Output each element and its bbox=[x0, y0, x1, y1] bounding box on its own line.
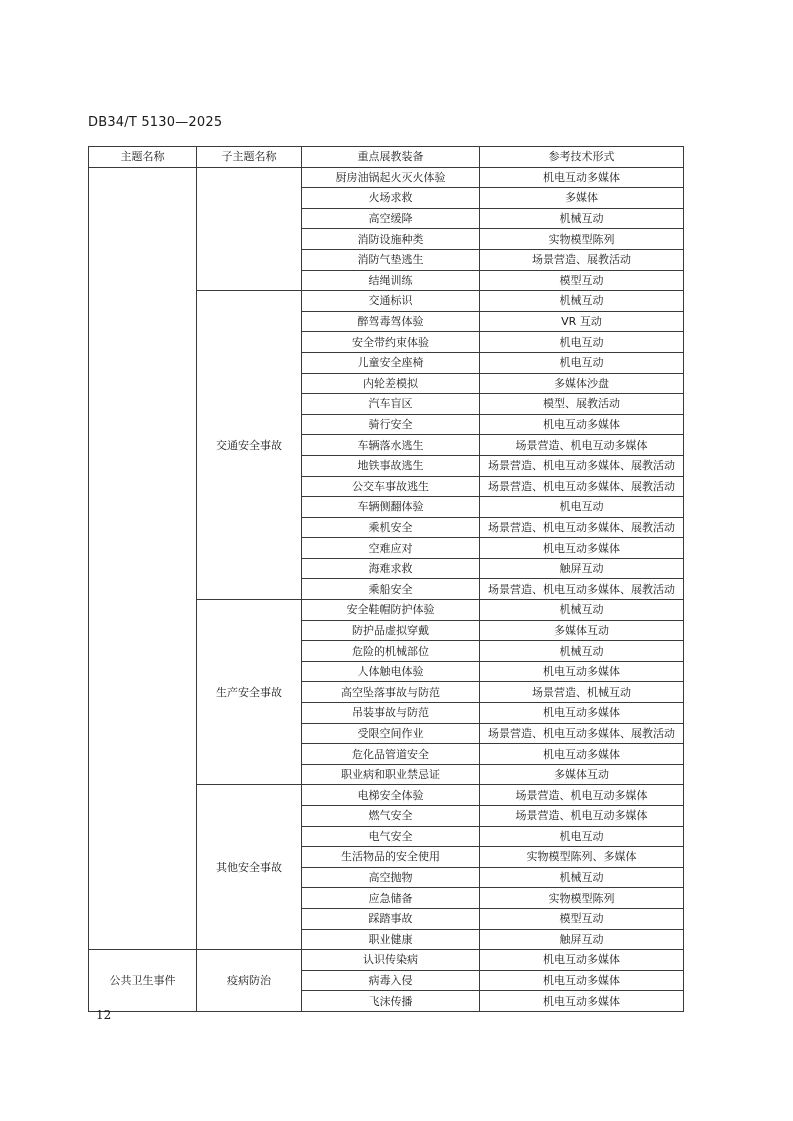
equipment-cell: 内轮差模拟 bbox=[302, 373, 480, 394]
equipment-cell: 地铁事故逃生 bbox=[302, 455, 480, 476]
equipment-cell: 病毒入侵 bbox=[302, 970, 480, 991]
tech-form-cell: 机电互动多媒体 bbox=[480, 167, 684, 188]
equipment-cell: 火场求救 bbox=[302, 188, 480, 209]
tech-form-cell: 机械互动 bbox=[480, 641, 684, 662]
equipment-cell: 高空缓降 bbox=[302, 208, 480, 229]
equipment-cell: 厨房油锅起火灭火体验 bbox=[302, 167, 480, 188]
equipment-cell: 乘船安全 bbox=[302, 579, 480, 600]
table-body bbox=[89, 167, 684, 1011]
tech-form-cell: 场景营造、展教活动 bbox=[480, 249, 684, 270]
equipment-cell: 消防设施种类 bbox=[302, 229, 480, 250]
equipment-cell: 高空抛物 bbox=[302, 867, 480, 888]
tech-form-cell: 机械互动 bbox=[480, 600, 684, 621]
tech-form-cell: 机械互动 bbox=[480, 208, 684, 229]
tech-form-cell: 触屏互动 bbox=[480, 558, 684, 579]
tech-form-cell: 机电互动多媒体 bbox=[480, 661, 684, 682]
tech-form-cell: 机电互动多媒体 bbox=[480, 991, 684, 1012]
tech-form-cell: 机电互动多媒体 bbox=[480, 950, 684, 971]
subtheme-name-cell: 交通安全事故 bbox=[197, 291, 302, 600]
tech-form-cell: 场景营造、机电互动多媒体 bbox=[480, 435, 684, 456]
equipment-cell: 海难求救 bbox=[302, 558, 480, 579]
equipment-cell: 空难应对 bbox=[302, 538, 480, 559]
tech-form-cell: 机电互动多媒体 bbox=[480, 414, 684, 435]
tech-form-cell: 场景营造、机电互动多媒体、展教活动 bbox=[480, 723, 684, 744]
tech-form-cell: 机电互动多媒体 bbox=[480, 538, 684, 559]
tech-form-cell: 机电互动 bbox=[480, 826, 684, 847]
equipment-cell: 儿童安全座椅 bbox=[302, 352, 480, 373]
equipment-cell: 车辆落水逃生 bbox=[302, 435, 480, 456]
equipment-cell: 公交车事故逃生 bbox=[302, 476, 480, 497]
header-subtheme: 子主题名称 bbox=[197, 147, 302, 168]
equipment-cell: 吊装事故与防范 bbox=[302, 703, 480, 724]
tech-form-cell: 机电互动多媒体 bbox=[480, 703, 684, 724]
tech-form-cell: 场景营造、机械互动 bbox=[480, 682, 684, 703]
subtheme-name-cell: 其他安全事故 bbox=[197, 785, 302, 950]
equipment-cell: 危险的机械部位 bbox=[302, 641, 480, 662]
tech-form-cell: 模型、展教活动 bbox=[480, 394, 684, 415]
equipment-cell: 生活物品的安全使用 bbox=[302, 847, 480, 868]
equipment-cell: 危化品管道安全 bbox=[302, 744, 480, 765]
equipment-cell: 醉驾毒驾体验 bbox=[302, 311, 480, 332]
subtheme-name-cell: 生产安全事故 bbox=[197, 600, 302, 785]
equipment-cell: 踩踏事故 bbox=[302, 908, 480, 929]
equipment-cell: 乘机安全 bbox=[302, 517, 480, 538]
tech-form-cell: 模型互动 bbox=[480, 270, 684, 291]
equipment-cell: 高空坠落事故与防范 bbox=[302, 682, 480, 703]
equipment-cell: 飞沫传播 bbox=[302, 991, 480, 1012]
tech-form-cell: 多媒体互动 bbox=[480, 620, 684, 641]
tech-form-cell: 多媒体沙盘 bbox=[480, 373, 684, 394]
tech-form-cell: 机电互动 bbox=[480, 332, 684, 353]
table-row bbox=[89, 167, 684, 188]
equipment-cell: 交通标识 bbox=[302, 291, 480, 312]
tech-form-cell: 实物模型陈列 bbox=[480, 888, 684, 909]
tech-form-cell: 模型互动 bbox=[480, 908, 684, 929]
equipment-cell: 电梯安全体验 bbox=[302, 785, 480, 806]
tech-form-cell: 场景营造、机电互动多媒体 bbox=[480, 785, 684, 806]
equipment-cell: 燃气安全 bbox=[302, 806, 480, 827]
subtheme-name-cell bbox=[197, 167, 302, 291]
tech-form-cell: 多媒体 bbox=[480, 188, 684, 209]
equipment-table bbox=[88, 146, 684, 1012]
equipment-cell: 消防气垫逃生 bbox=[302, 249, 480, 270]
tech-form-cell: 多媒体互动 bbox=[480, 764, 684, 785]
equipment-cell: 结绳训练 bbox=[302, 270, 480, 291]
equipment-cell: 受限空间作业 bbox=[302, 723, 480, 744]
equipment-cell: 汽车盲区 bbox=[302, 394, 480, 415]
tech-form-cell: 场景营造、机电互动多媒体 bbox=[480, 806, 684, 827]
equipment-cell: 电气安全 bbox=[302, 826, 480, 847]
tech-form-cell: 机械互动 bbox=[480, 867, 684, 888]
header-tech: 参考技术形式 bbox=[480, 147, 684, 168]
header-equipment: 重点展教装备 bbox=[302, 147, 480, 168]
page-number: 12 bbox=[96, 1008, 112, 1022]
equipment-cell: 职业健康 bbox=[302, 929, 480, 950]
tech-form-cell: 机电互动多媒体 bbox=[480, 970, 684, 991]
tech-form-cell: VR 互动 bbox=[480, 311, 684, 332]
equipment-cell: 认识传染病 bbox=[302, 950, 480, 971]
tech-form-cell: 场景营造、机电互动多媒体、展教活动 bbox=[480, 517, 684, 538]
tech-form-cell: 场景营造、机电互动多媒体、展教活动 bbox=[480, 579, 684, 600]
table-header-row bbox=[89, 147, 684, 168]
tech-form-cell: 机电互动多媒体 bbox=[480, 744, 684, 765]
tech-form-cell: 实物模型陈列、多媒体 bbox=[480, 847, 684, 868]
tech-form-cell: 场景营造、机电互动多媒体、展教活动 bbox=[480, 455, 684, 476]
table-row bbox=[89, 950, 684, 971]
equipment-cell: 骑行安全 bbox=[302, 414, 480, 435]
theme-name-cell: 公共卫生事件 bbox=[89, 950, 197, 1012]
tech-form-cell: 机电互动 bbox=[480, 497, 684, 518]
tech-form-cell: 机械互动 bbox=[480, 291, 684, 312]
subtheme-name-cell: 疫病防治 bbox=[197, 950, 302, 1012]
equipment-cell: 人体触电体验 bbox=[302, 661, 480, 682]
tech-form-cell: 场景营造、机电互动多媒体、展教活动 bbox=[480, 476, 684, 497]
equipment-cell: 安全带约束体验 bbox=[302, 332, 480, 353]
equipment-cell: 防护品虚拟穿戴 bbox=[302, 620, 480, 641]
equipment-cell: 安全鞋帽防护体验 bbox=[302, 600, 480, 621]
theme-name-cell bbox=[89, 167, 197, 950]
tech-form-cell: 机电互动 bbox=[480, 352, 684, 373]
equipment-cell: 职业病和职业禁忌证 bbox=[302, 764, 480, 785]
header-theme: 主题名称 bbox=[89, 147, 197, 168]
equipment-cell: 车辆侧翻体验 bbox=[302, 497, 480, 518]
document-code: DB34/T 5130—2025 bbox=[88, 115, 223, 130]
tech-form-cell: 实物模型陈列 bbox=[480, 229, 684, 250]
equipment-cell: 应急储备 bbox=[302, 888, 480, 909]
tech-form-cell: 触屏互动 bbox=[480, 929, 684, 950]
